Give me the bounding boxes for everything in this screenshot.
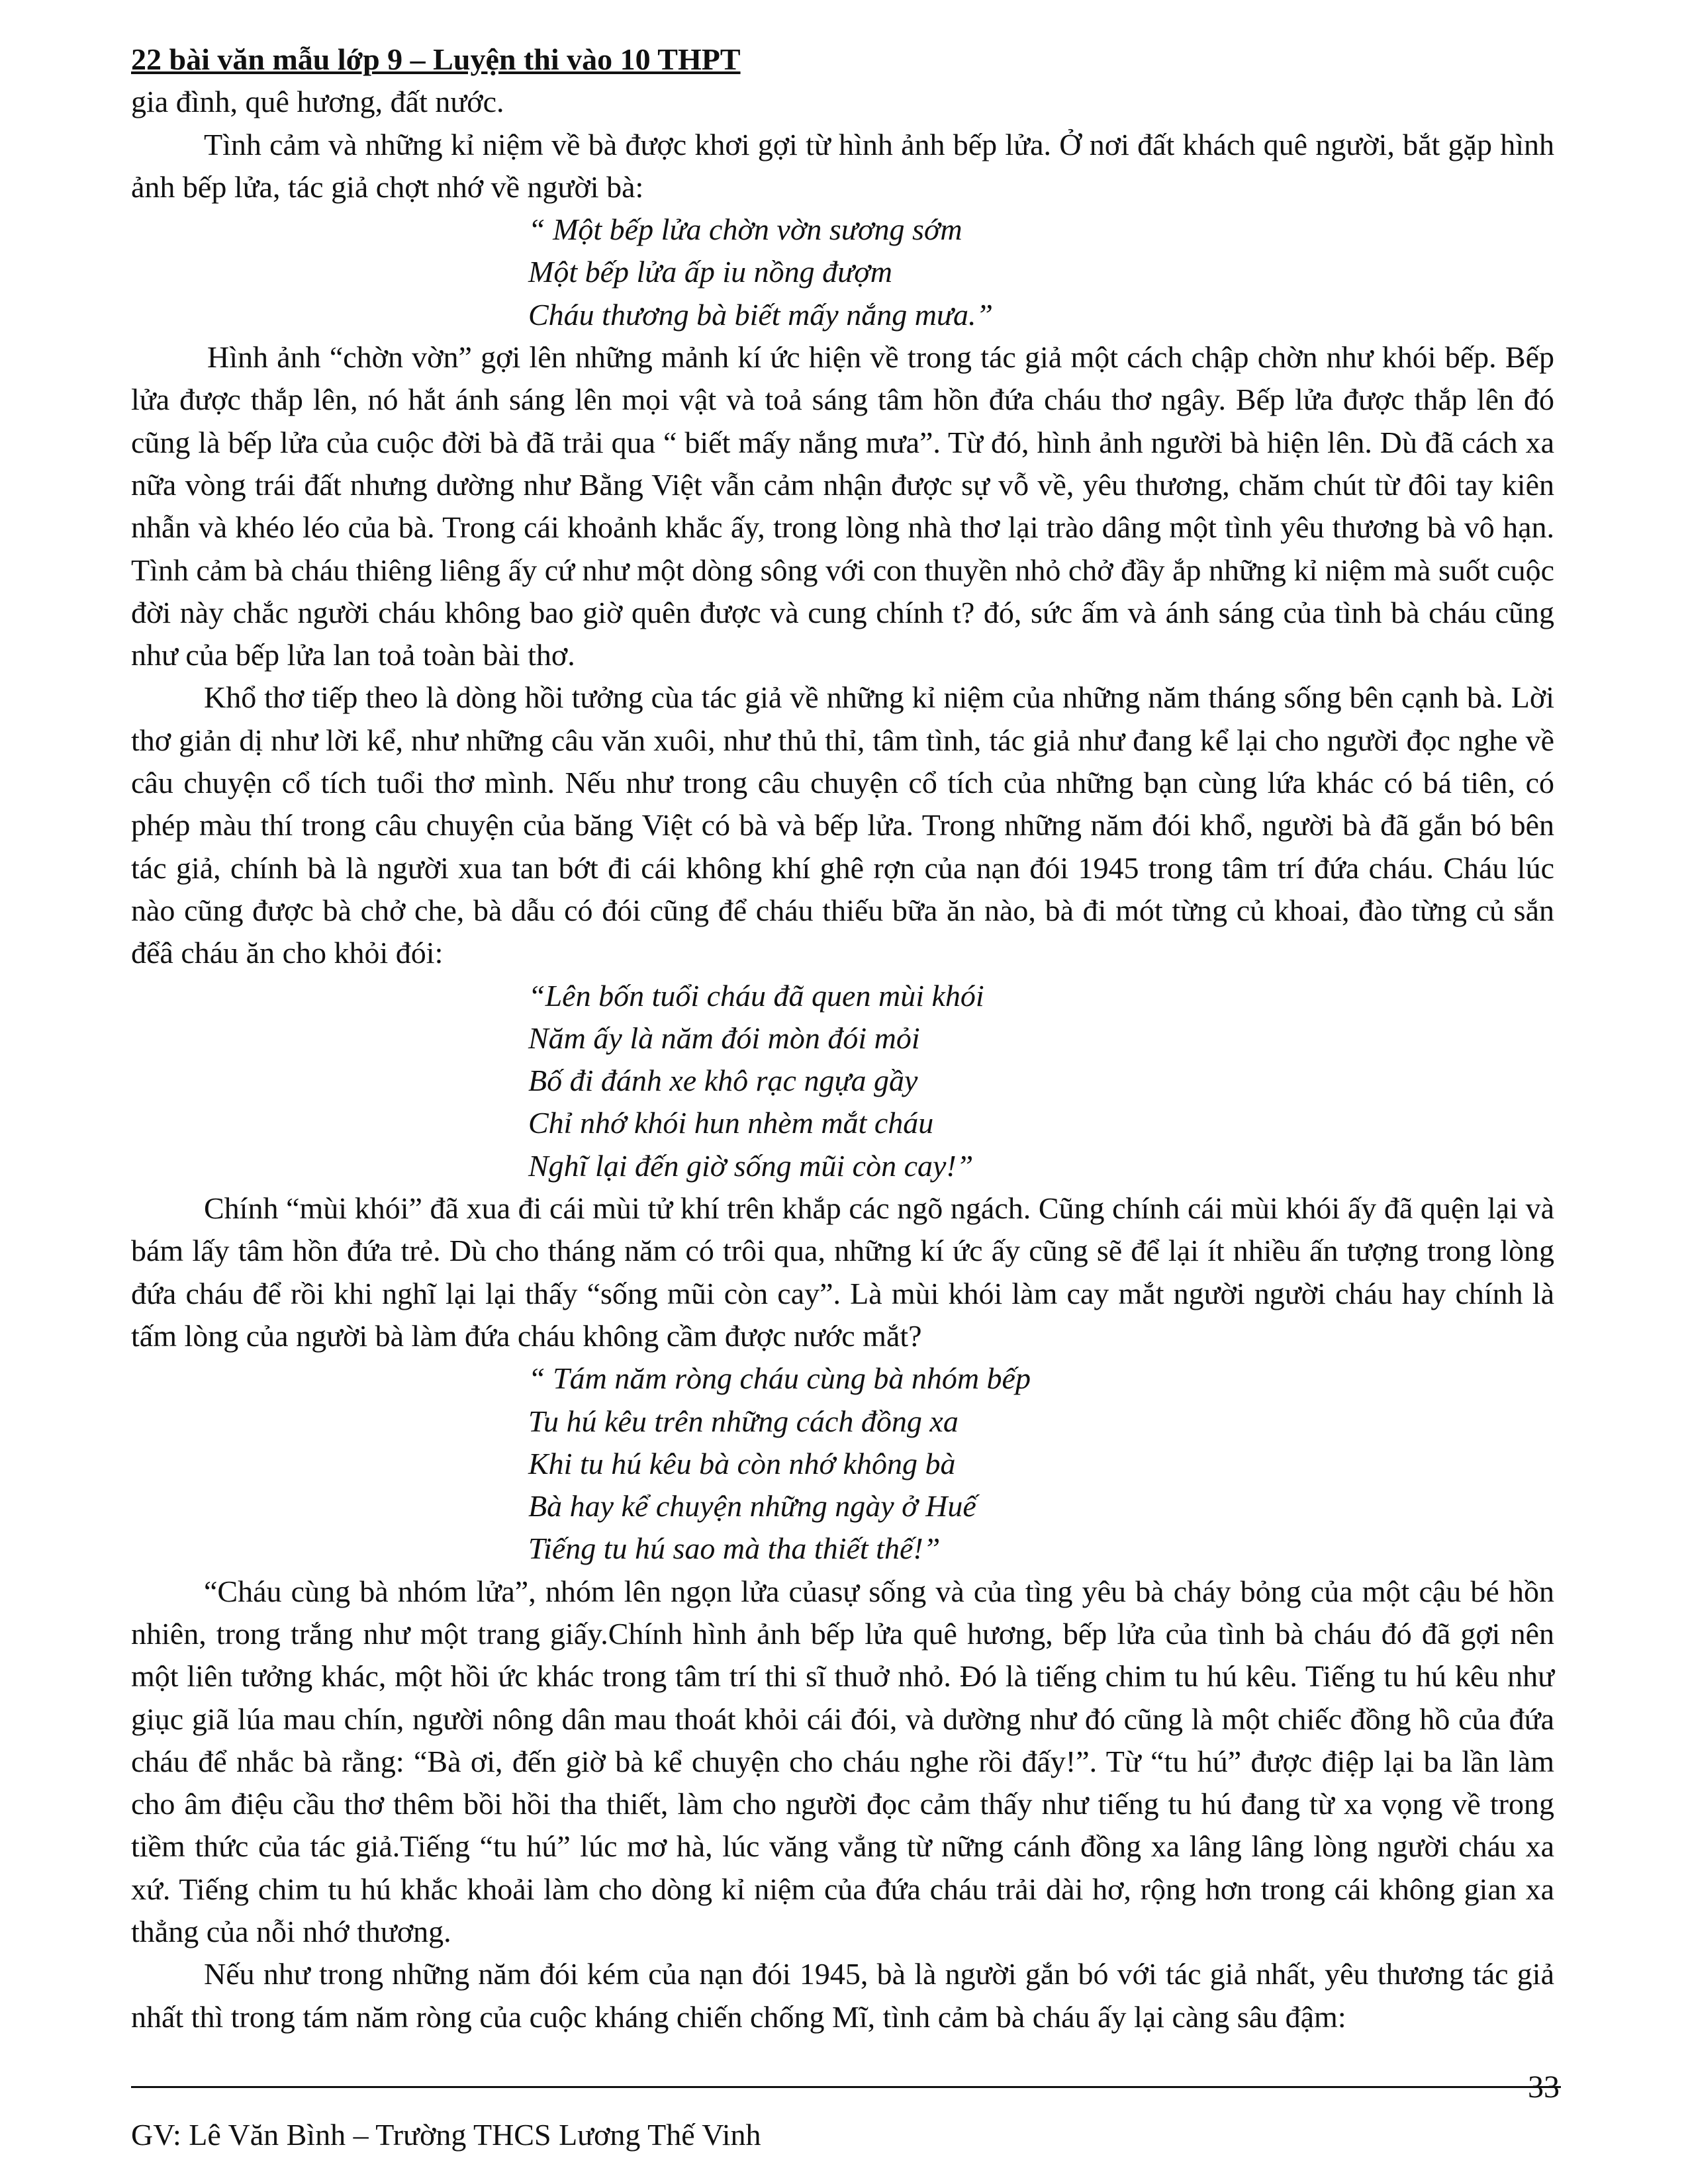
paragraph-7: Nếu như trong những năm đói kém của nạn đói 1945, bà là người gắn bó với tác giả nhất, yêu thương tác giả nhất thì trong tám năm ròng của cuộc kháng chiến chống Mĩ, tình cảm bà cháu ấy lại càng sâu đậm: — [131, 1957, 1554, 2034]
page-body — [131, 38, 1554, 2038]
verse-line: “ Tám năm ròng cháu cùng bà nhóm bếp — [528, 1361, 1031, 1396]
paragraph-5: Chính “mùi khói” đã xua đi cái mùi tử khí trên khắp các ngõ ngách. Cũng chính cái mùi khói ấy đã quện lại và bám lấy tâm hồn đứa trẻ. Dù cho tháng năm có trôi qua, những kí ức ấy cũng sẽ để lại ít nhiều ấn tượng trong lòng đứa cháu để rồi khi nghĩ lại lại thấy “sống mũi còn cay”. Là mùi khói làm cay mắt người người cháu hay chính là tấm lòng của người bà làm đứa cháu không cầm được nước mắt? — [131, 1191, 1554, 1353]
verse-line: Bố đi đánh xe khô rạc ngựa gầy — [528, 1064, 918, 1098]
paragraph-3: Hình ảnh “chờn vờn” gợi lên những mảnh kí ức hiện về trong tác giả một cách chập chờn như khói bếp. Bếp lửa được thắp lên, nó hắt ánh sáng lên mọi vật và toả sáng tâm hồn đứa cháu thơ ngây. Bếp lửa được thắp lên đó cũng là bếp lửa của cuộc đời bà đã trải qua “ biết mấy nắng mưa”. Từ đó, hình ảnh người bà hiện lên. Dù đã cách xa nữa vòng trái đất nhưng dường như Bằng Việt vẫn cảm nhận được sự vỗ về, yêu thương, chăm chút từ đôi tay kiên nhẫn và khéo léo của bà. Trong cái khoảnh khắc ấy, trong lòng nhà thơ lại trào dâng một tình yêu thương bà vô hạn. Tình cảm bà cháu thiêng liêng ấy cứ như một dòng sông với con thuyền nhỏ chở đầy ắp những kỉ niệm mà suốt cuộc đời này chắc người cháu không bao giờ quên được và cung chính t? đó, sức ấm và ánh sáng của tình bà cháu cũng như của bếp lửa lan toả toàn bài thơ. — [131, 340, 1554, 672]
paragraph-1: gia đình, quê hương, đất nước. — [131, 85, 504, 119]
verse-line: “ Một bếp lửa chờn vờn sương sớm — [528, 212, 962, 247]
paragraph-2: Tình cảm và những kỉ niệm về bà được khơi gợi từ hình ảnh bếp lửa. Ở nơi đất khách quê người, bắt gặp hình ảnh bếp lửa, tác giả chợt nhớ về người bà: — [131, 127, 1554, 204]
verse-line: Tu hú kêu trên những cách đồng xa — [528, 1404, 959, 1438]
verse-line: Khi tu hú kêu bà còn nhớ không bà — [528, 1446, 956, 1480]
verse-line: Chỉ nhớ khói hun nhèm mắt cháu — [528, 1106, 934, 1140]
verse-line: Bà hay kể chuyện những ngày ở Huế — [528, 1489, 976, 1524]
verse-line: Một bếp lửa ấp iu nồng đượm — [528, 255, 893, 289]
page-heading: 22 bài văn mẫu lớp 9 – Luyện thi vào 10 THPT — [131, 42, 741, 76]
footer-divider — [131, 2086, 1561, 2088]
verse-block-3 — [131, 1357, 1554, 1570]
paragraph-6: “Cháu cùng bà nhóm lửa”, nhóm lên ngọn lửa củasự sống và của tìng yêu bà cháy bỏng của một cậu bé hồn nhiên, trong trắng như một trang giấy.Chính hình ảnh bếp lửa quê hương, bếp lửa của tình bà cháu đó đã gợi nên một liên tưởng khác, một hồi ức khác trong tâm trí thi sĩ thuở nhỏ. Đó là tiếng chim tu hú kêu. Tiếng tu hú kêu như giục giã lúa mau chín, người nông dân mau thoát khỏi cái đói, và dường như đó cũng là một chiếc đồng hồ của đứa cháu để nhắc bà rằng: “Bà ơi, đến giờ bà kể chuyện cho cháu nghe rồi đấy!”. Từ “tu hú” được điệp lại ba lần làm cho âm điệu cầu thơ thêm bồi hồi tha thiết, làm cho người đọc cảm thấy như tiếng tu hú đang từ xa vọng về trong tiềm thức của tác giả.Tiếng “tu hú” lúc mơ hà, lúc văng vẳng từ nững cánh đồng xa lâng lâng lòng người cháu xa xứ. Tiếng chim tu hú khắc khoải làm cho dòng kỉ niệm của đứa cháu trải dài hơ, rộng hơn trong cái không gian xa thẳng của nỗi nhớ thương. — [131, 1574, 1554, 1949]
verse-line: Cháu thương bà biết mấy nắng mưa.” — [528, 297, 994, 332]
page-number: 33 — [1528, 2070, 1560, 2105]
verse-line: Nghĩ lại đến giờ sống mũi còn cay!” — [528, 1148, 974, 1183]
verse-line: Năm ấy là năm đói mòn đói mỏi — [528, 1021, 920, 1055]
verse-line: Tiếng tu hú sao mà tha thiết thế!” — [528, 1531, 941, 1566]
verse-line: “Lên bốn tuổi cháu đã quen mùi khói — [528, 978, 984, 1013]
footer-author-line: GV: Lê Văn Bình – Trường THCS Lương Thế Vinh — [131, 2118, 761, 2152]
verse-block-2 — [131, 975, 1554, 1187]
paragraph-4: Khổ thơ tiếp theo là dòng hồi tưởng cùa tác giả về những kỉ niệm của những năm tháng sống bên cạnh bà. Lời thơ giản dị như lời kể, như những câu văn xuôi, như thủ thỉ, tâm tình, tác giả như đang kể lại cho người đọc nghe về câu chuyện cổ tích tuổi thơ mình. Nếu như trong câu chuyện cổ tích của những bạn cùng lứa khác có bá tiên, có phép màu thí trong câu chuyện của băng Việt có bà và bếp lửa. Trong những năm đói khổ, người bà đã gắn bó bên tác giả, chính bà là người xua tan bớt đi cái không khí ghê rợn của nạn đói 1945 trong tâm trí đứa cháu. Cháu lúc nào cũng được bà chở che, bà dẫu có đói cũng để cháu thiếu bữa ăn nào, bà đi mót từng củ khoai, đào từng củ sắn đểâ cháu ăn cho khỏi đói: — [131, 680, 1554, 970]
verse-block-1 — [131, 208, 1554, 336]
